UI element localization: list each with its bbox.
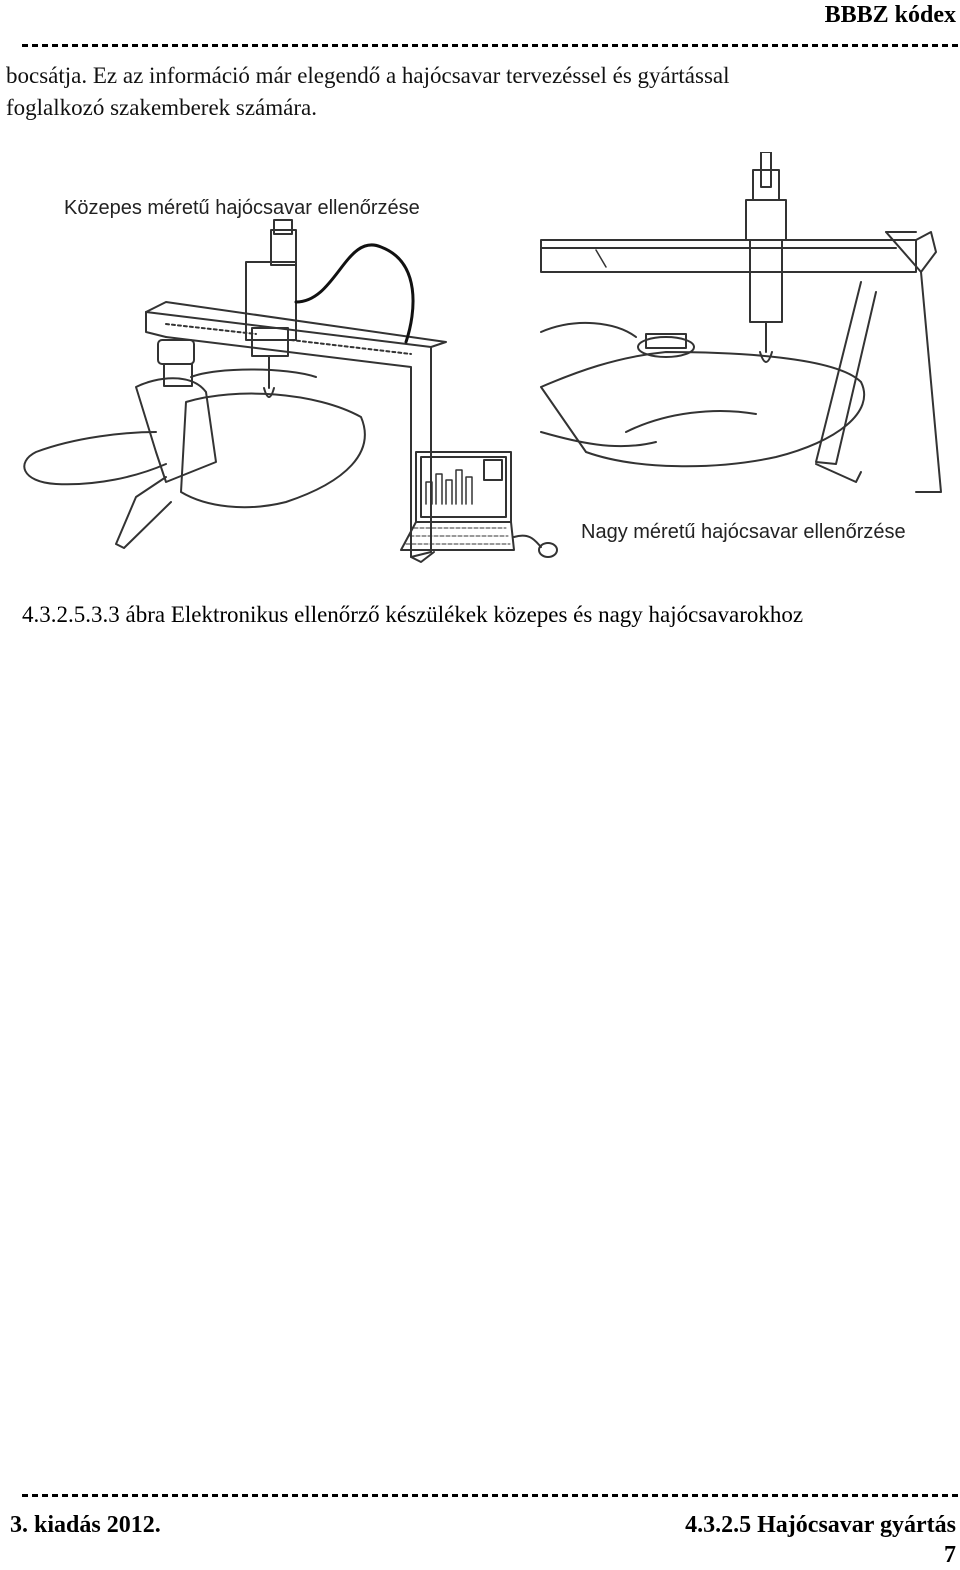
- figure-caption: 4.3.2.5.3.3 ábra Elektronikus ellenőrző készülékek közepes és nagy hajócsavarokhoz: [22, 602, 804, 627]
- footer-divider: [22, 1494, 958, 1497]
- body-paragraph: [6, 60, 946, 124]
- page-number: 7: [944, 1542, 956, 1568]
- body-line: foglalkozó szakemberek számára.: [6, 95, 317, 120]
- footer-edition: 3. kiadás 2012.: [10, 1512, 161, 1538]
- header-divider: [22, 44, 958, 47]
- body-line: bocsátja. Ez az információ már elegendő a hajócsavar tervezéssel és gyártással: [6, 63, 730, 88]
- large-propeller-setup: [541, 152, 941, 492]
- document-header-title: BBBZ kódex: [824, 2, 956, 28]
- figure-illustration: [16, 152, 944, 572]
- medium-propeller-setup: [24, 220, 557, 562]
- large-propeller-label: Nagy méretű hajócsavar ellenőrzése: [581, 521, 906, 543]
- propeller-inspection-figure: [16, 152, 944, 572]
- medium-propeller-label: Közepes méretű hajócsavar ellenőrzése: [64, 197, 420, 219]
- footer-section: 4.3.2.5 Hajócsavar gyártás: [685, 1512, 956, 1538]
